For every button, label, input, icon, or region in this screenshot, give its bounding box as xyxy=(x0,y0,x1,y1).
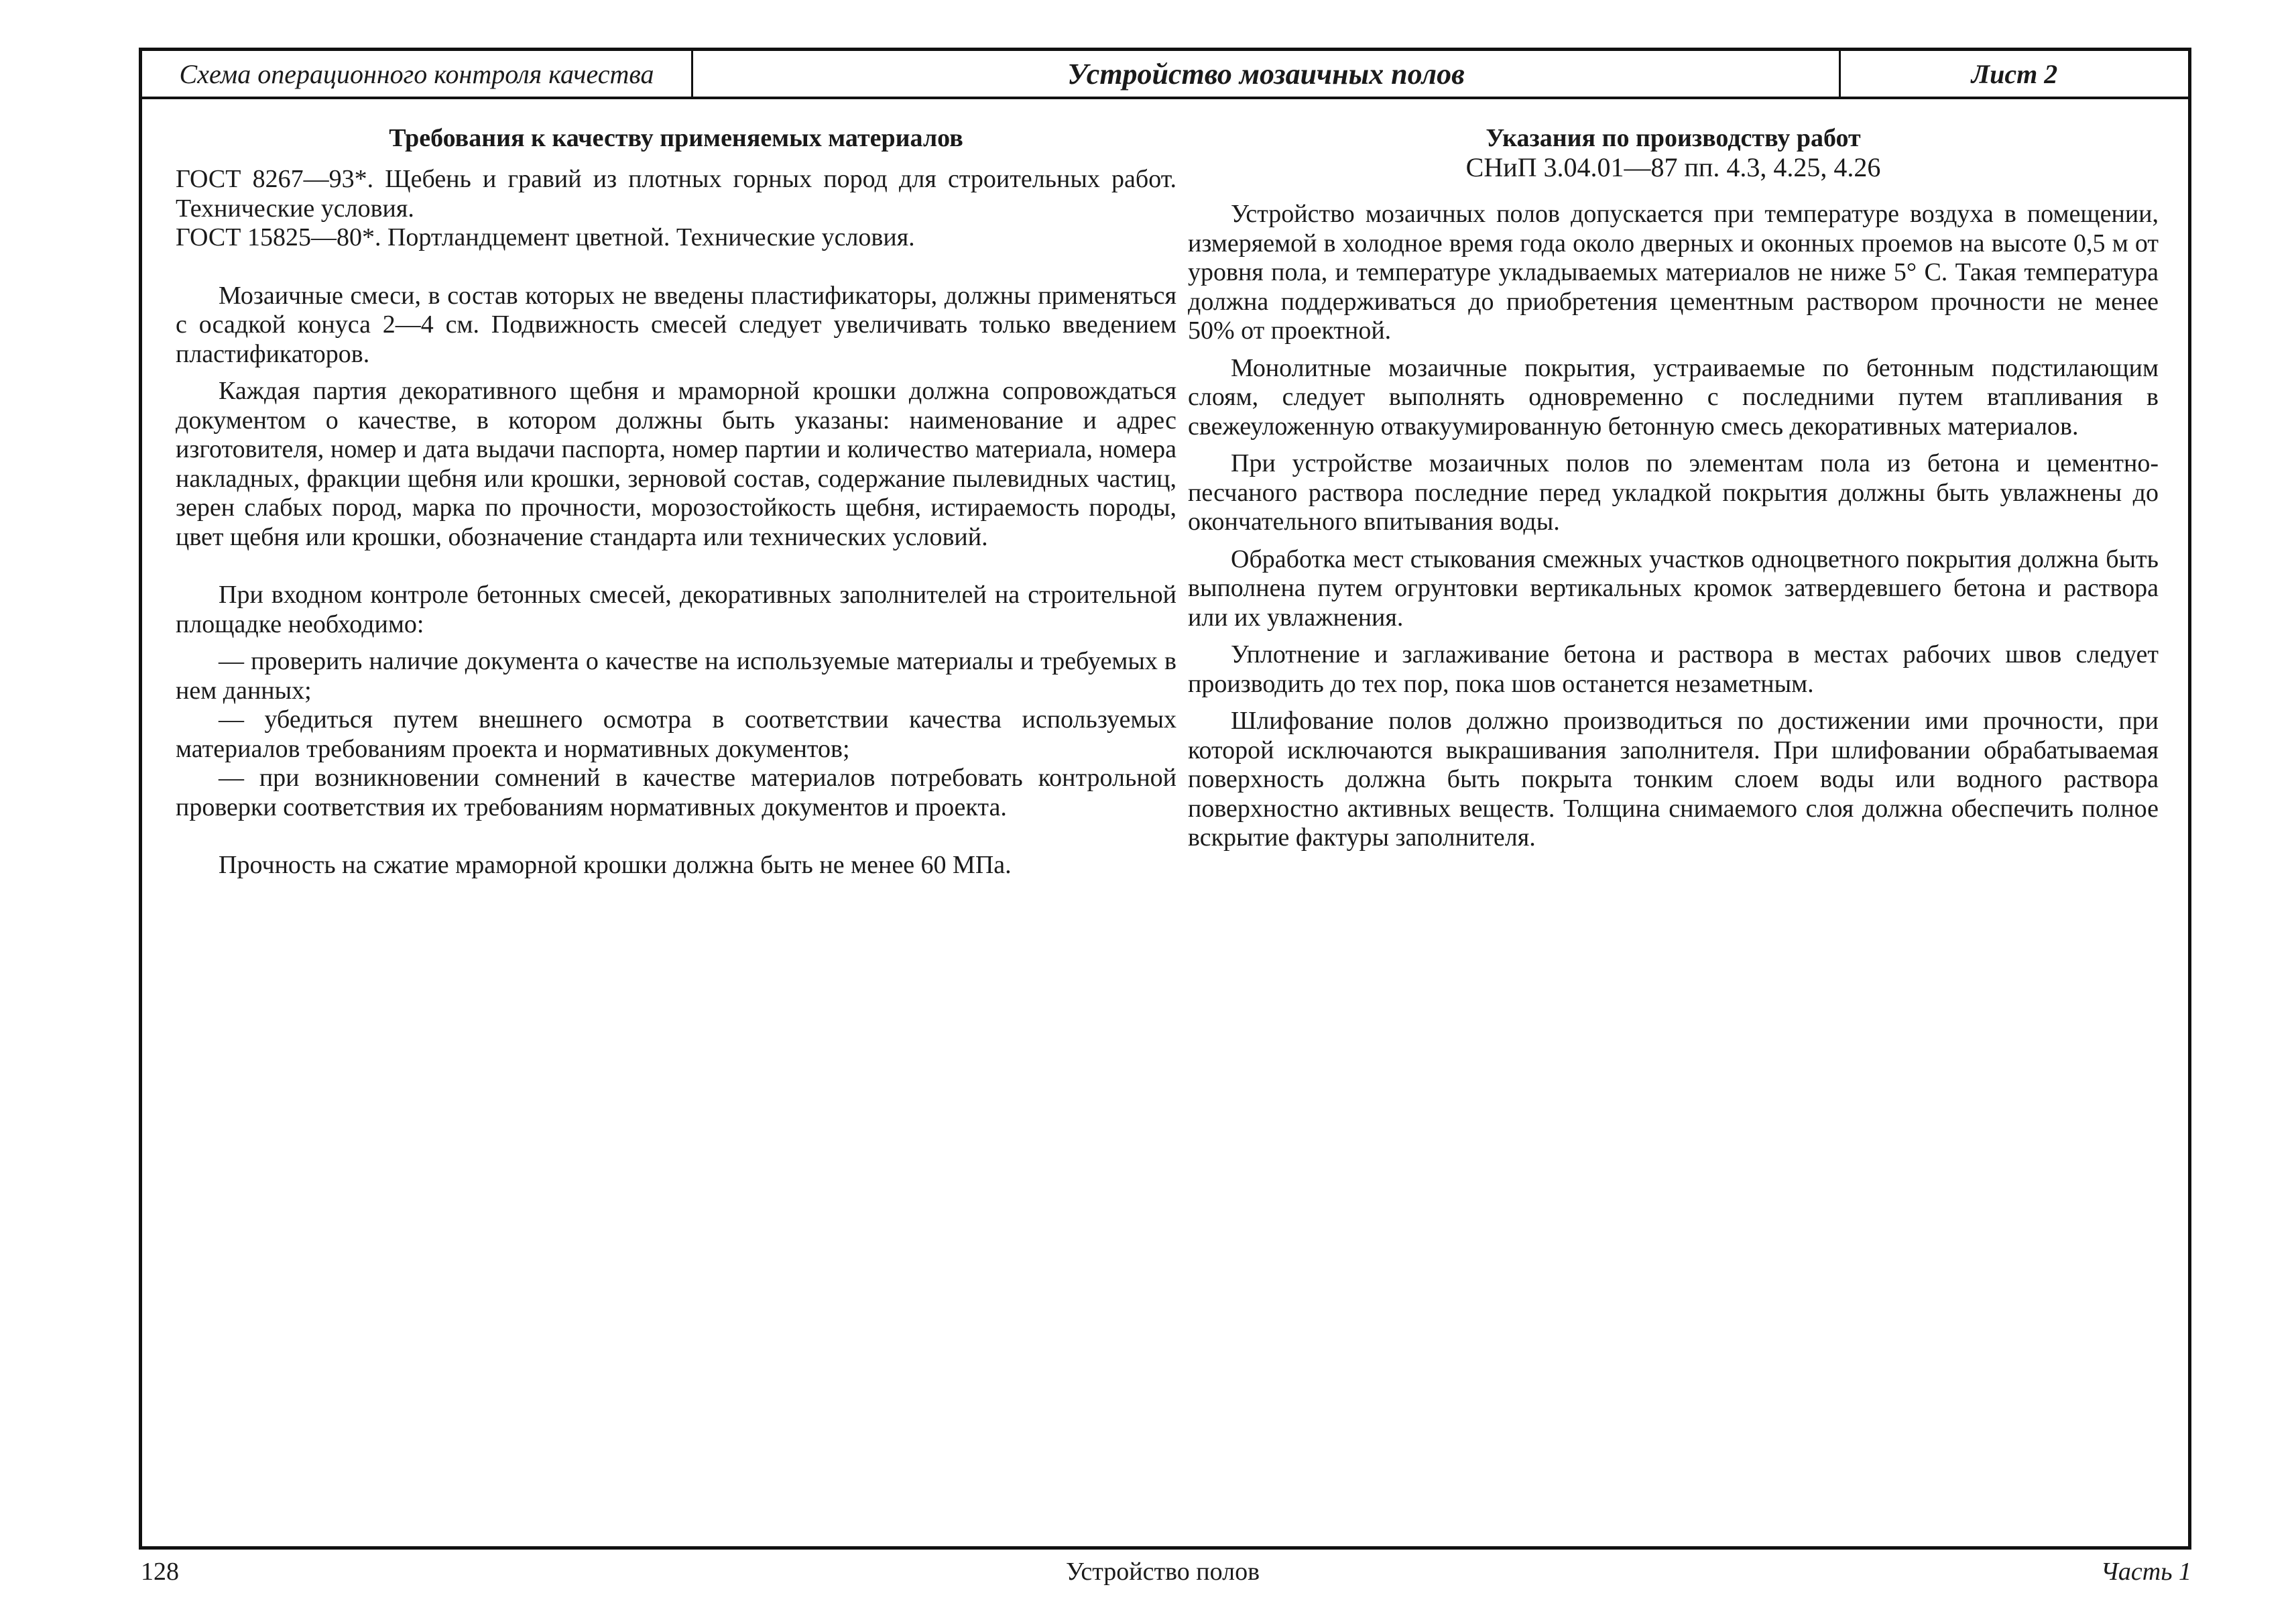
instructions-column xyxy=(1188,123,2159,853)
instructions-heading: Указания по производству работ xyxy=(1486,124,1861,152)
scheme-label: Схема операционного контроля качества xyxy=(142,51,693,97)
snip-reference: СНиП 3.04.01—87 пп. 4.3, 4.25, 4.26 xyxy=(1465,152,1881,182)
control-check-item: — при возникновении сомнений в качестве материалов потребовать контрольной проверки соответствия их требованиям нормативных документов и проекта. xyxy=(176,764,1176,821)
visual-inspection-item: — убедиться путем внешнего осмотра в соответствии качества используемых материалов требованиям проекта и нормативных документов; xyxy=(176,705,1176,763)
part-label: Часть 1 xyxy=(2100,1558,2191,1586)
header-table xyxy=(142,51,2188,99)
page-number: 128 xyxy=(141,1558,179,1586)
page-frame xyxy=(139,48,2191,1550)
materials-column xyxy=(176,123,1176,880)
compaction-paragraph: Уплотнение и заглаживание бетона и раствора в местах рабочих швов следует производить до тех пор, пока шов останется незаметным. xyxy=(1188,640,2159,698)
section-title: Устройство полов xyxy=(1066,1558,1260,1586)
sheet-number: Лист 2 xyxy=(1971,58,2058,89)
check-document-item: — проверить наличие документа о качестве на используемые материалы и требуемых в нем данных; xyxy=(176,647,1176,705)
grinding-paragraph: Шлифование полов должно производиться по достижении ими прочности, при которой исключаются выкрашивания заполнителя. При шлифовании обрабатываемая поверхность должна быть покрыта тонким слоем воды или водного раствора поверхностно активных веществ. Толщина снимаемого слоя должна обеспечить полное вскрытие фактуры заполнителя. xyxy=(1188,707,2159,852)
temperature-paragraph: Устройство мозаичных полов допускается при температуре воздуха в помещении, измеряемой в холодное время года около дверных и оконных проемов на высоте 0,5 м от уровня пола, и температуре укладываемых материалов не ниже 5° С. Такая температура должна поддерживаться до приобретения цементным раствором прочности не менее 50% от проектной. xyxy=(1188,200,2159,345)
monolithic-coating-paragraph: Монолитные мозаичные покрытия, устраиваемые по бетонным подстилающим слоям, следует выполнять одновременно с последними путем втапливания в свежеуложенную отвакуумированную бетонную смесь декоративных материалов. xyxy=(1188,353,2159,441)
incoming-control-paragraph: При входном контроле бетонных смесей, декоративных заполнителей на строительной площадке необходимо: xyxy=(176,581,1176,638)
batch-document-paragraph: Каждая партия декоративного щебня и мраморной крошки должна сопровождаться документом о качестве, в котором должны быть указаны: наименование и адрес изготовителя, номер и дата выдачи паспорта, номер партии и количество материала, номера накладных, фракции щебня или крошки, зерновой состав, содержание пылевидных частиц, зерен слабых пород, марка по прочности, морозостойкость щебня, истираемость породы, цвет щебня или крошки, обозначение стандарта или технических условий. xyxy=(176,377,1176,551)
compressive-strength-paragraph: Прочность на сжатие мраморной крошки должна быть не менее 60 МПа. xyxy=(219,851,1012,879)
gost-8267-reference: ГОСТ 8267—93*. Щебень и гравий из плотных горных пород для строительных работ. Технические условия. xyxy=(176,165,1176,223)
mosaic-mix-paragraph: Мозаичные смеси, в состав которых не введены пластификаторы, должны применяться с осадкой конуса 2—4 см. Подвижность смесей следует увеличивать только введением пластификаторов. xyxy=(176,281,1176,368)
document-title: Устройство мозаичных полов xyxy=(693,51,1841,97)
joint-treatment-paragraph: Обработка мест стыкования смежных участков одноцветного покрытия должна быть выполнена путем огрунтовки вертикальных кромок затвердевшего бетона и раствора или их увлажнения. xyxy=(1188,544,2159,632)
materials-heading: Требования к качеству применяемых материалов xyxy=(389,124,963,152)
gost-15825-reference: ГОСТ 15825—80*. Портландцемент цветной. Технические условия. xyxy=(176,223,915,251)
moistening-paragraph: При устройстве мозаичных полов по элементам пола из бетона и цементно-песчаного раствора последние перед укладкой покрытия должны быть увлажнены до окончательного впитывания воды. xyxy=(1188,449,2159,536)
